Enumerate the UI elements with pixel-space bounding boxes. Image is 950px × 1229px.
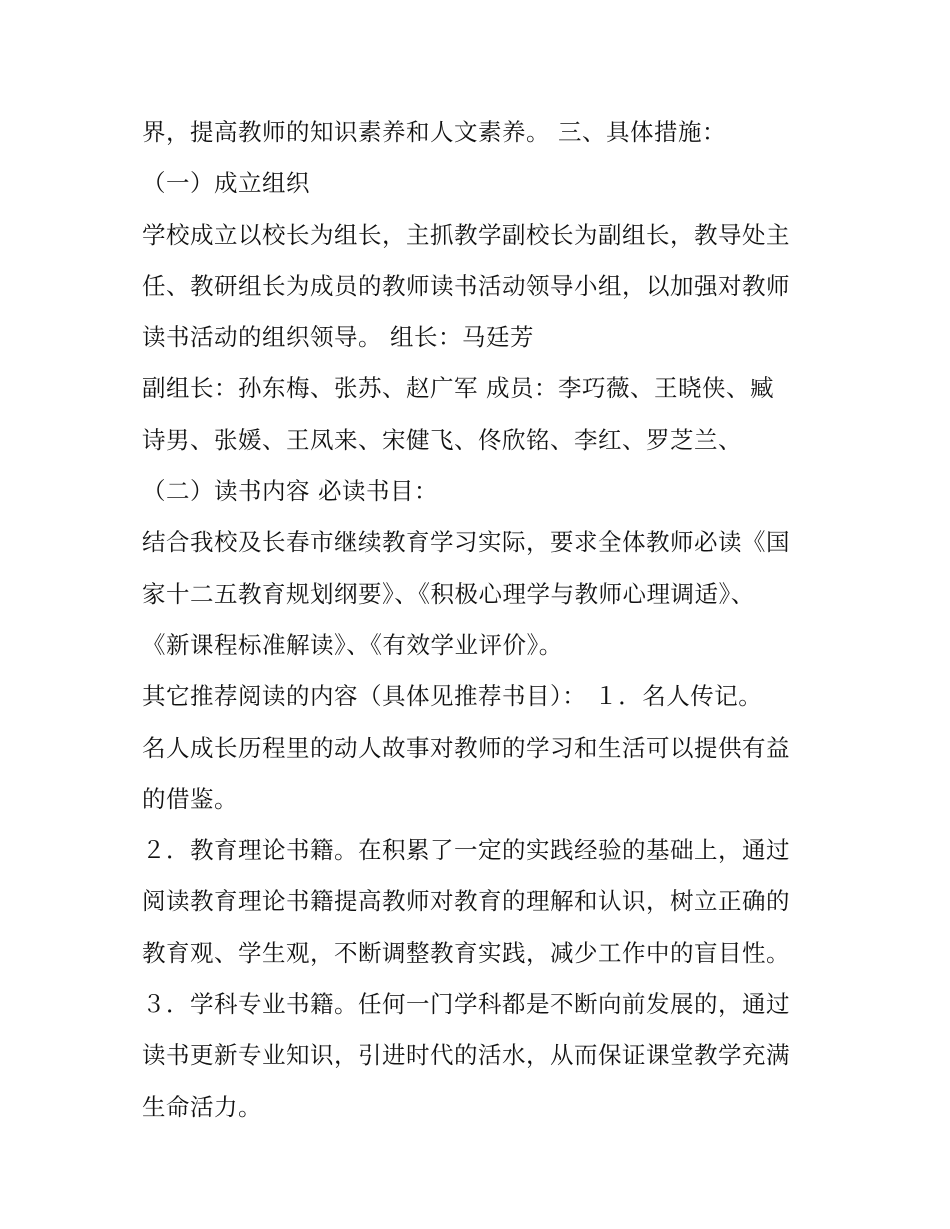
text-line: 诗男、张媛、王凤来、宋健飞、佟欣铭、李红、罗芝兰、 bbox=[142, 425, 742, 454]
section-heading: （二）读书内容 必读书目： bbox=[142, 477, 438, 506]
section-heading: （一）成立组织 bbox=[142, 169, 310, 198]
text-line: 读书更新专业知识，引进时代的活水，从而保证课堂教学充满 bbox=[142, 1041, 790, 1070]
text-line: 阅读教育理论书籍提高教师对教育的理解和认识，树立正确的 bbox=[142, 887, 790, 916]
text-line: 学校成立以校长为组长，主抓教学副校长为副组长，教导处主 bbox=[142, 220, 790, 249]
text-line: 的借鉴。 bbox=[142, 784, 238, 813]
text-line: 结合我校及长春市继续教育学习实际，要求全体教师必读《国 bbox=[142, 528, 790, 557]
text-line: 生命活力。 bbox=[142, 1092, 262, 1121]
text-line: 其它推荐阅读的内容（具体见推荐书目）： １．名人传记。 bbox=[142, 682, 763, 711]
text-line: 任、教研组长为成员的教师读书活动领导小组，以加强对教师 bbox=[142, 271, 790, 300]
text-line: 家十二五教育规划纲要》、《积极心理学与教师心理调适》、 bbox=[142, 579, 755, 608]
text-line: 副组长：孙东梅、张苏、赵广军 成员：李巧薇、王晓侠、臧 bbox=[142, 374, 774, 403]
text-line: 名人成长历程里的动人故事对教师的学习和生活可以提供有益 bbox=[142, 733, 790, 762]
text-line: 读书活动的组织领导。 组长：马廷芳 bbox=[142, 323, 534, 352]
text-line: 《新课程标准解读》、《有效学业评价》。 bbox=[142, 630, 563, 659]
text-line: 教育观、学生观，不断调整教育实践，减少工作中的盲目性。 bbox=[142, 938, 790, 967]
text-line: 界，提高教师的知识素养和人文素养。 三、具体措施： bbox=[142, 118, 726, 146]
document-page bbox=[142, 107, 822, 1133]
list-item: ２．教育理论书籍。在积累了一定的实践经验的基础上，通过 bbox=[142, 836, 790, 865]
list-item: ３．学科专业书籍。任何一门学科都是不断向前发展的，通过 bbox=[142, 990, 790, 1019]
